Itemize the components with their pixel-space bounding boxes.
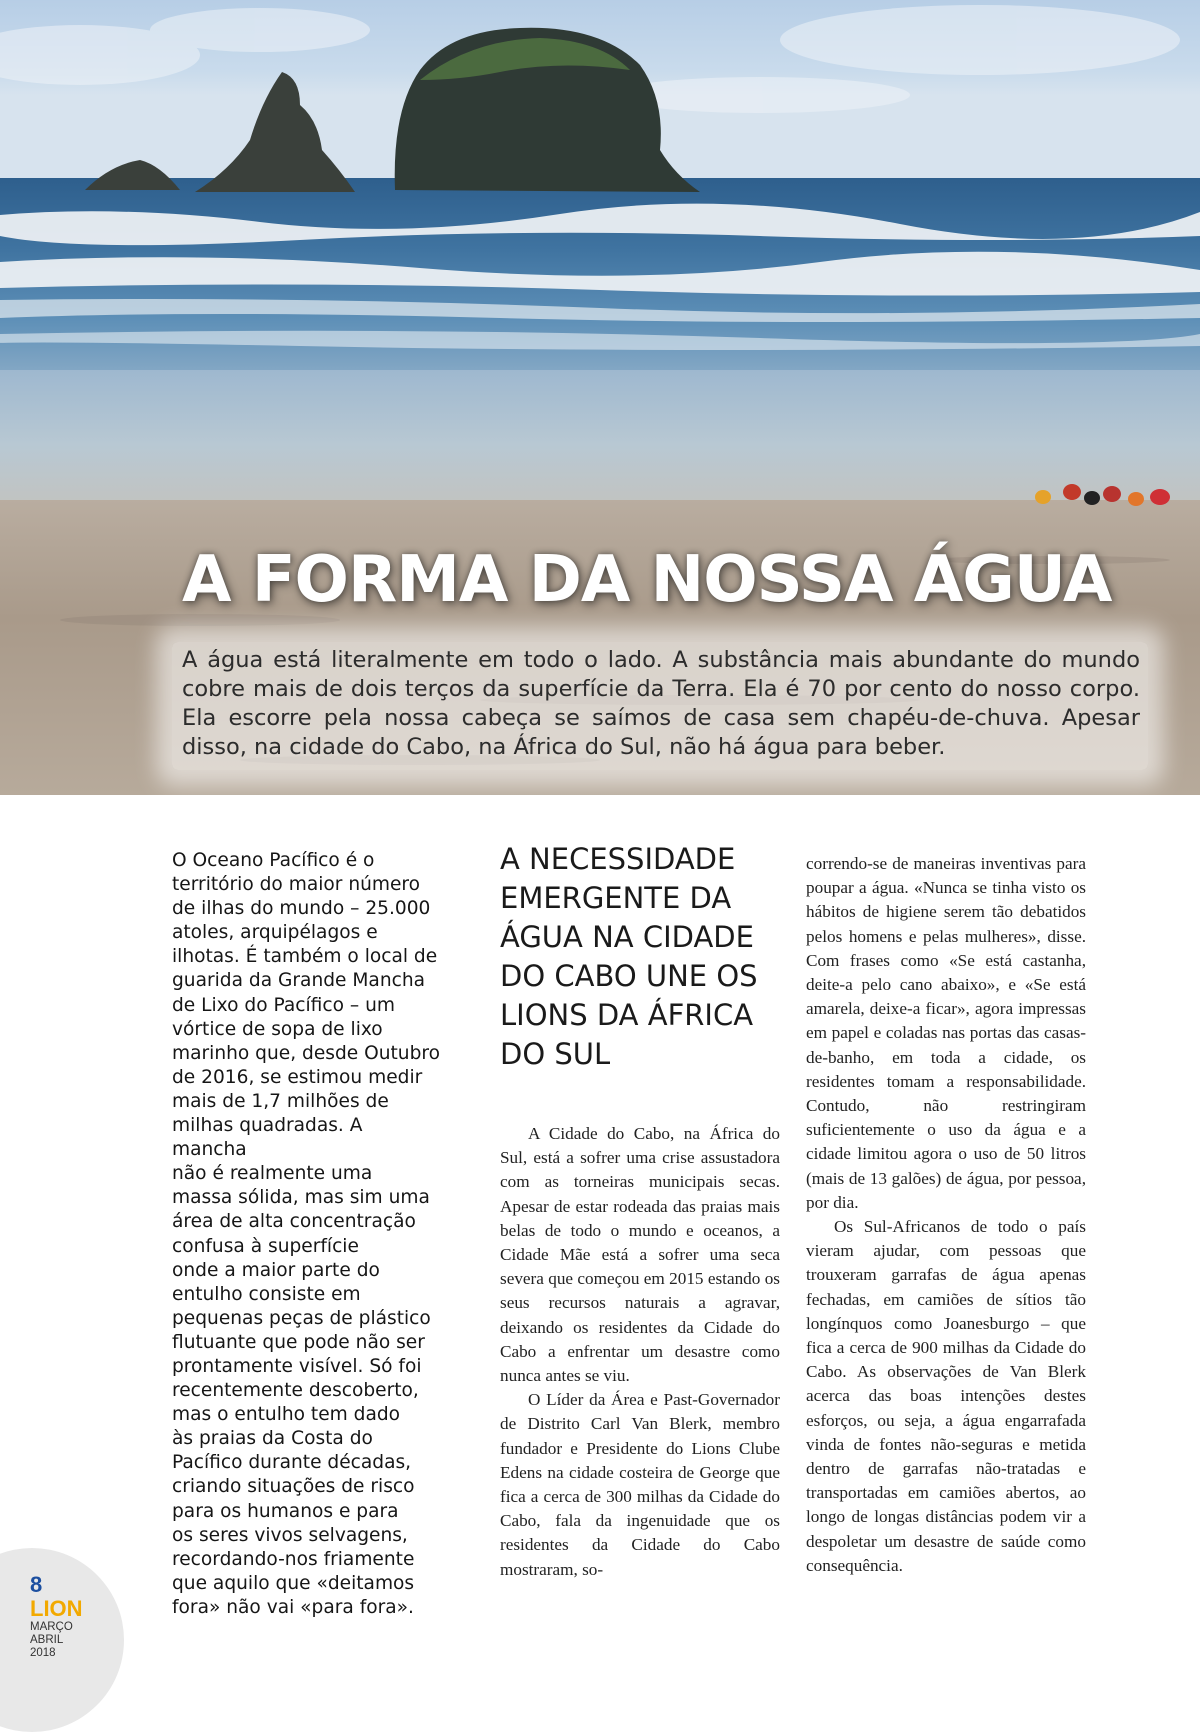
issue-month: MARÇO (30, 1621, 73, 1633)
magazine-name: LION (30, 1596, 83, 1621)
article-column-2 (500, 840, 780, 1582)
body-paragraph: O Líder da Área e Past-Governador de Distrito Carl Van Blerk, membro fundador e Presidente do Lions Clube Edens na cidade costeira de George que fica a cerca de 300 milhas da Cidade do Cabo, fala da ingenuidade que os residentes da Cidade do Cabo mostraram, so- (500, 1390, 780, 1579)
article-title: A FORMA DA NOSSA ÁGUA (182, 543, 1112, 617)
body-paragraph: Os Sul-Africanos de todo o país vieram ajudar, com pessoas que trouxeram garrafas de água apenas fechadas, em camiões de sítios tão longínquos como Joanesburgo – que fica a cerca de 900 milhas da Cidade do Cabo. As observações de Van Blerk acerca das boas intenções destes esforços, ou seja, a água engarrafada vinda de fontes não-seguras e metida dentro de garrafas não-tratadas e transportadas em camiões abertos, ao longo de longas distâncias podem vir a despoletar um desastre de saúde como consequência. (806, 1217, 1086, 1575)
issue-year: 2018 (30, 1647, 56, 1659)
sidebar-text: O Oceano Pacífico é o território do maior número de ilhas do mundo – 25.000 atoles, arquipélagos e ilhotas. É também o local de guarida da Grande Mancha de Lixo do Pacífico – um vórtice de sopa de lixo marinho que, desde Outubro de 2016, se estimou medir mais de 1,7 milhões de milhas quadradas. A mancha não é realmente uma massa sólida, mas sim uma área de alta concentração confusa à superfície onde a maior parte do entulho consiste em pequenas peças de plástico flutuante que pode não ser prontamente visível. Só foi recentemente descoberto, mas o entulho tem dado às praias da Costa do Pacífico durante décadas, criando situações de risco para os humanos e para os seres vivos selvagens, recordando-nos friamente que aquilo que «deitamos fora» não vai «para fora». (172, 850, 441, 1618)
hero-photo (0, 0, 1200, 795)
page-number: 8 (30, 1572, 43, 1597)
article-column-3 (806, 852, 1086, 1578)
folio (30, 1573, 83, 1660)
issue-month-2: ABRIL (30, 1634, 64, 1646)
body-paragraph: A Cidade do Cabo, na África do Sul, está a sofrer uma crise assustadora com as torneiras municipais secas. Apesar de estar rodeada das praias mais belas de todo o mundo e oceanos, a Cidade Mãe está a sofrer uma seca severa que começou em 2015 estando os seus recursos naturais a agravar, deixando os residentes da Cidade do Cabo a enfrentar um desastre como nunca antes se viu. (500, 1124, 780, 1386)
body-paragraph: correndo-se de maneiras inventivas para poupar a água. «Nunca se tinha visto os hábitos de higiene serem tão debatidos pelos homens e pelas mulheres», disse. Com frases como «Se está castanha, deite-a pelo cano abaixo», e «Se está amarela, deixe-a ficar», agora impressas em papel e coladas nas portas das casas-de-banho, em toda a cidade, os residentes tomam a responsabilidade. Contudo, não restringiram suficientemente o uso da água e a cidade limitou agora o uso de 50 litros (mais de 13 galões) de água, por pessoa, por dia. (806, 854, 1086, 1212)
article-lead: A água está literalmente em todo o lado. A substância mais abundante do mundo cobre mais de dois terços da superfície da Terra. Ela é 70 por cento do nosso corpo. Ela escorre pela nossa cabeça se saímos de casa sem chapéu-de-chuva. Apesar disso, na cidade do Cabo, na África do Sul, não há água para beber. (172, 642, 1148, 770)
article-subheading: A NECESSIDADE EMERGENTE DA ÁGUA NA CIDADE DO CABO UNE OS LIONS DA ÁFRICA DO SUL (500, 842, 758, 1071)
